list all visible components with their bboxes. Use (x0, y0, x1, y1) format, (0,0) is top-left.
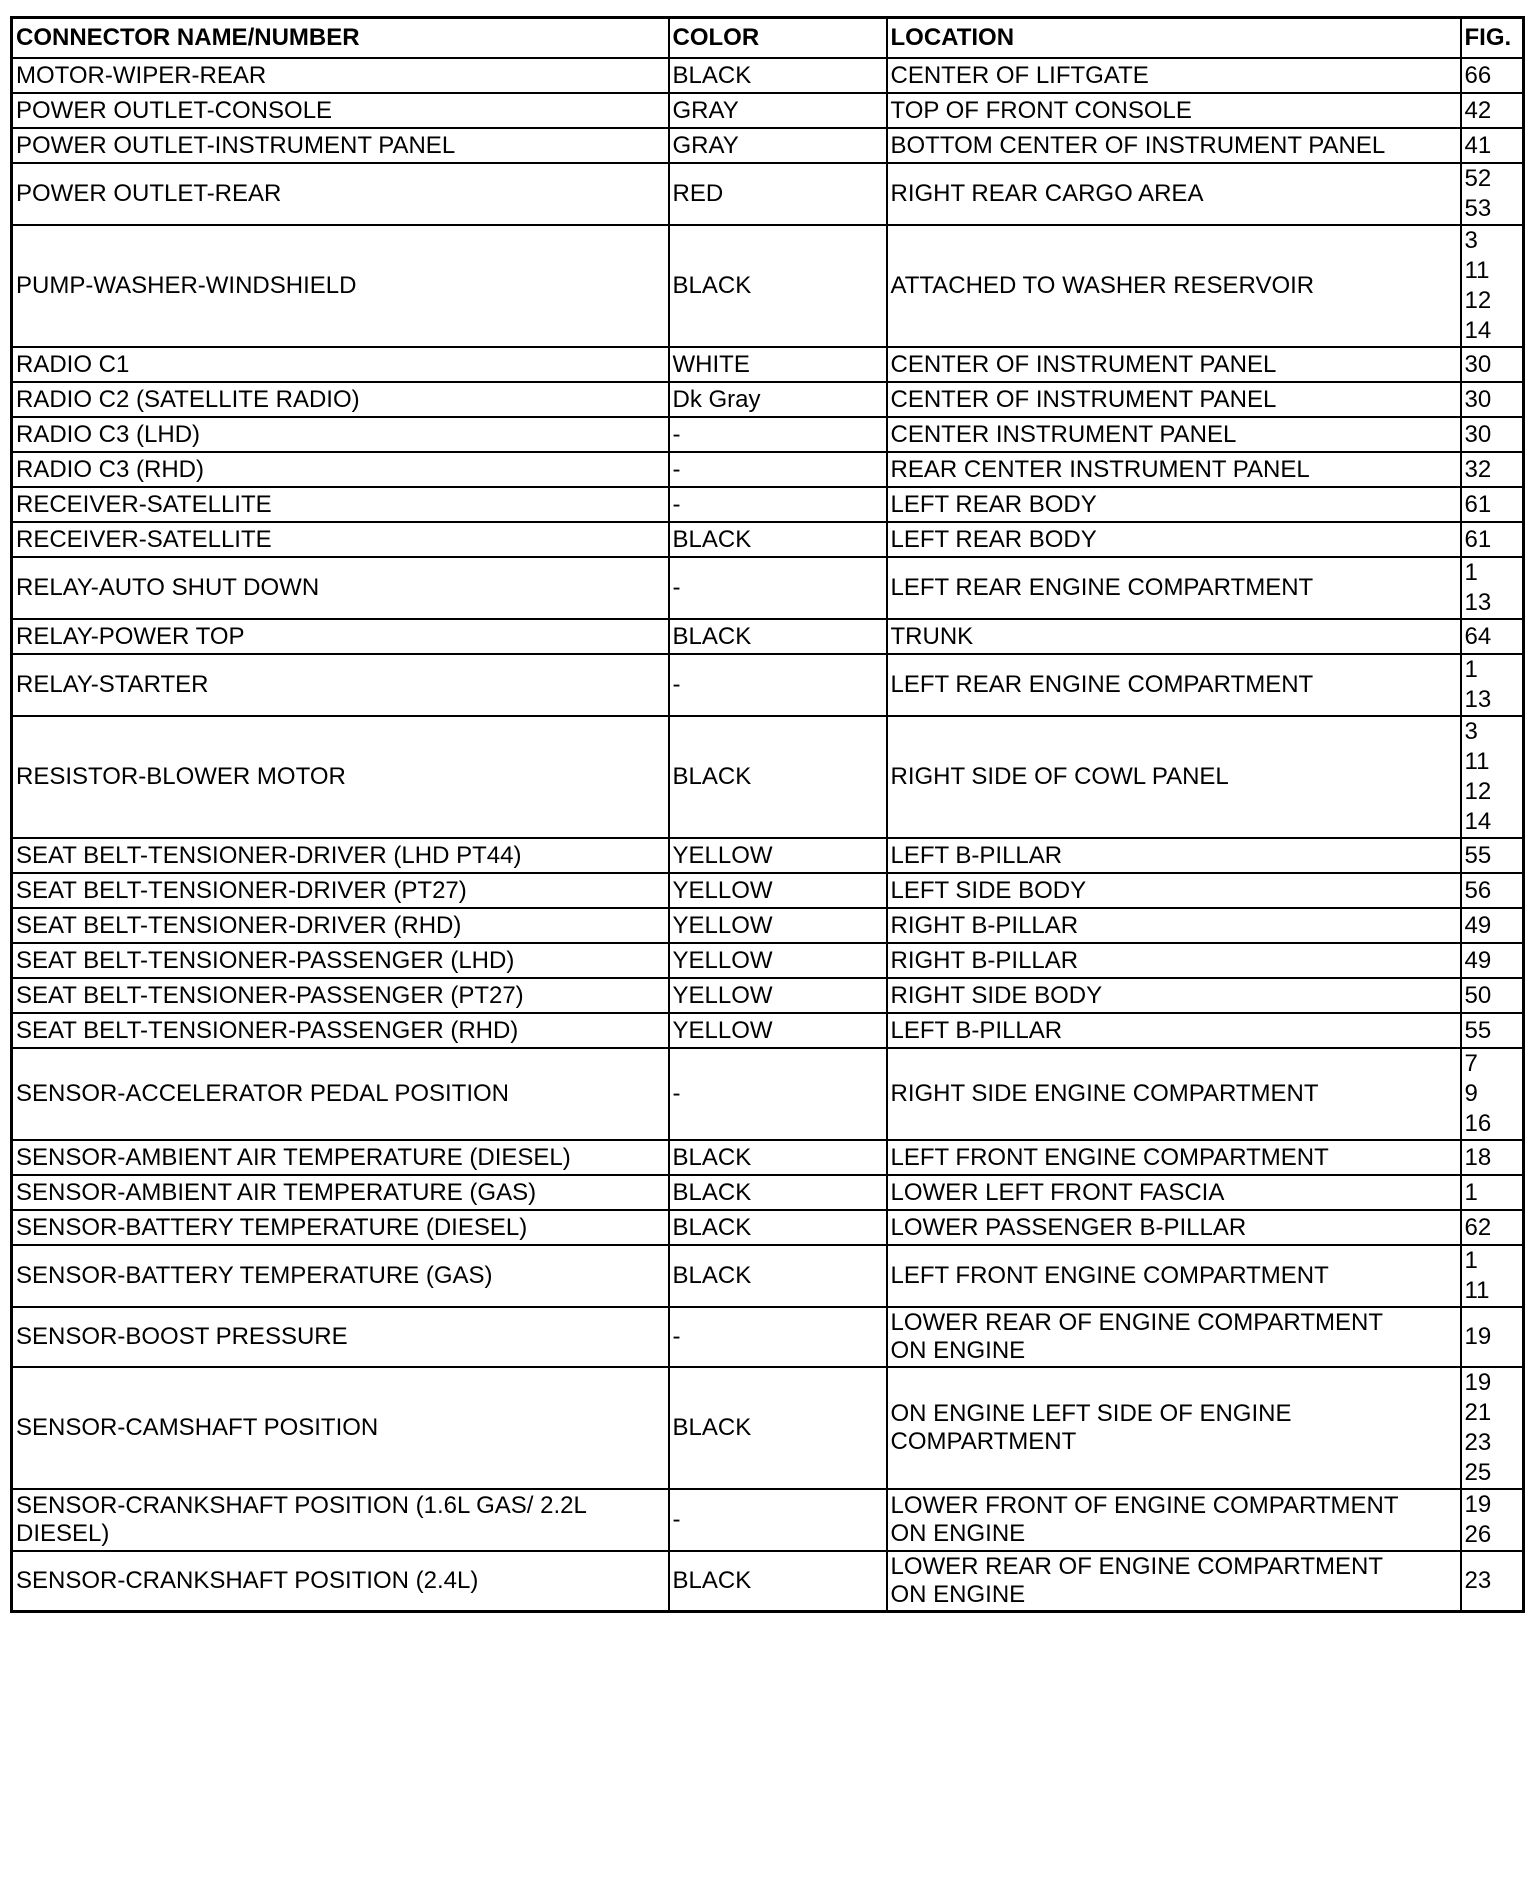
location-line: RIGHT B-PILLAR (890, 946, 1079, 974)
connector-fig-cell (1461, 93, 1524, 128)
connector-fig-cell (1461, 557, 1524, 619)
table-row (12, 163, 1524, 225)
connector-location-cell (887, 654, 1461, 716)
fig-number: 55 (1464, 841, 1492, 869)
connector-name-cell: RADIO C1 (12, 347, 669, 382)
table-row (12, 128, 1524, 163)
fig-number: 50 (1464, 981, 1492, 1009)
connector-fig-cell (1461, 873, 1524, 908)
table-row (12, 838, 1524, 873)
connector-fig-cell (1461, 1489, 1524, 1551)
connector-location-cell (887, 487, 1461, 522)
connector-location-cell (887, 128, 1461, 163)
location-line: ON ENGINE (890, 1520, 1026, 1547)
connector-fig-cell (1461, 943, 1524, 978)
location-line: LOWER REAR OF ENGINE COMPARTMENT (890, 1309, 1383, 1336)
table-row (12, 908, 1524, 943)
table-row (12, 1013, 1524, 1048)
fig-number: 23 (1464, 1429, 1492, 1456)
connector-fig-cell (1461, 225, 1524, 347)
connector-color-cell: - (669, 1489, 887, 1551)
table-row (12, 452, 1524, 487)
connector-location-cell (887, 382, 1461, 417)
header-location: LOCATION (887, 18, 1461, 59)
table-row (12, 1245, 1524, 1307)
connector-color-cell: GRAY (669, 128, 887, 163)
table-row (12, 487, 1524, 522)
connector-name-cell: SENSOR-BATTERY TEMPERATURE (GAS) (12, 1245, 669, 1307)
location-line: ON ENGINE LEFT SIDE OF ENGINE (890, 1400, 1292, 1427)
table-row (12, 873, 1524, 908)
connector-color-cell: BLACK (669, 1551, 887, 1611)
table-row (12, 382, 1524, 417)
connector-name-cell: SEAT BELT-TENSIONER-PASSENGER (PT27) (12, 978, 669, 1013)
connector-fig-cell (1461, 347, 1524, 382)
fig-number: 1 (1464, 656, 1478, 683)
connector-location-cell (887, 1489, 1461, 1551)
connector-color-cell: RED (669, 163, 887, 225)
connector-name-cell: RADIO C3 (LHD) (12, 417, 669, 452)
connector-color-cell: BLACK (669, 1140, 887, 1175)
connector-fig-cell (1461, 1210, 1524, 1245)
connector-table-sheet (10, 16, 1522, 1613)
connector-fig-cell (1461, 382, 1524, 417)
connector-color-cell: BLACK (669, 225, 887, 347)
connector-name-cell: POWER OUTLET-REAR (12, 163, 669, 225)
connector-location-cell (887, 838, 1461, 873)
location-line: COMPARTMENT (890, 1428, 1077, 1455)
connector-location-cell (887, 1140, 1461, 1175)
fig-number: 12 (1464, 778, 1492, 805)
connector-name-cell: RADIO C3 (RHD) (12, 452, 669, 487)
fig-number: 1 (1464, 1247, 1478, 1274)
connector-fig-cell (1461, 1175, 1524, 1210)
connector-fig-cell (1461, 417, 1524, 452)
connector-color-cell: WHITE (669, 347, 887, 382)
fig-number: 30 (1464, 420, 1492, 448)
connector-name-cell: SEAT BELT-TENSIONER-PASSENGER (LHD) (12, 943, 669, 978)
connector-color-cell: - (669, 417, 887, 452)
connector-location-cell (887, 1210, 1461, 1245)
fig-number: 13 (1464, 686, 1492, 713)
table-row (12, 225, 1524, 347)
fig-number: 49 (1464, 946, 1492, 974)
connector-color-cell: - (669, 1048, 887, 1140)
connector-name-cell: SENSOR-CRANKSHAFT POSITION (1.6L GAS/ 2.2L DIESEL) (12, 1489, 669, 1551)
header-fig: FIG. (1461, 18, 1524, 59)
connector-name-cell: SEAT BELT-TENSIONER-DRIVER (LHD PT44) (12, 838, 669, 873)
connector-name-cell: POWER OUTLET-INSTRUMENT PANEL (12, 128, 669, 163)
connector-fig-cell (1461, 654, 1524, 716)
connector-color-cell: YELLOW (669, 1013, 887, 1048)
fig-number: 1 (1464, 1178, 1478, 1206)
location-line: RIGHT SIDE ENGINE COMPARTMENT (890, 1080, 1319, 1107)
connector-fig-cell (1461, 978, 1524, 1013)
connector-name-cell: SENSOR-AMBIENT AIR TEMPERATURE (DIESEL) (12, 1140, 669, 1175)
connector-color-cell: - (669, 654, 887, 716)
connector-color-cell: BLACK (669, 1245, 887, 1307)
location-line: LEFT B-PILLAR (890, 1016, 1063, 1044)
table-row (12, 1175, 1524, 1210)
fig-number: 64 (1464, 622, 1492, 650)
fig-number: 11 (1464, 257, 1490, 284)
location-line: RIGHT REAR CARGO AREA (890, 180, 1204, 207)
connector-name-cell: SEAT BELT-TENSIONER-PASSENGER (RHD) (12, 1013, 669, 1048)
fig-number: 49 (1464, 911, 1492, 939)
location-line: LEFT FRONT ENGINE COMPARTMENT (890, 1143, 1329, 1171)
connector-location-cell (887, 557, 1461, 619)
table-row (12, 522, 1524, 557)
location-line: CENTER OF INSTRUMENT PANEL (890, 385, 1277, 413)
connector-location-cell (887, 1175, 1461, 1210)
connector-location-cell (887, 619, 1461, 654)
connector-color-cell: YELLOW (669, 978, 887, 1013)
connector-location-cell (887, 1245, 1461, 1307)
connector-name-cell: RELAY-POWER TOP (12, 619, 669, 654)
connector-color-cell: BLACK (669, 1367, 887, 1489)
location-line: REAR CENTER INSTRUMENT PANEL (890, 455, 1310, 483)
connector-fig-cell (1461, 716, 1524, 838)
fig-number: 23 (1464, 1566, 1492, 1594)
location-line: LOWER LEFT FRONT FASCIA (890, 1178, 1225, 1206)
fig-number: 61 (1464, 490, 1492, 518)
fig-number: 12 (1464, 287, 1492, 314)
connector-color-cell: YELLOW (669, 943, 887, 978)
location-line: LEFT REAR ENGINE COMPARTMENT (890, 671, 1314, 698)
connector-location-cell (887, 58, 1461, 93)
connector-location-cell (887, 347, 1461, 382)
fig-number: 18 (1464, 1143, 1492, 1171)
connector-name-cell: MOTOR-WIPER-REAR (12, 58, 669, 93)
table-row (12, 943, 1524, 978)
connector-location-cell (887, 93, 1461, 128)
location-line: LEFT REAR BODY (890, 490, 1097, 518)
connector-color-cell: BLACK (669, 522, 887, 557)
fig-number: 11 (1464, 1277, 1490, 1304)
connector-color-cell: BLACK (669, 619, 887, 654)
connector-color-cell: - (669, 487, 887, 522)
fig-number: 56 (1464, 876, 1492, 904)
connector-name-cell: PUMP-WASHER-WINDSHIELD (12, 225, 669, 347)
connector-fig-cell (1461, 1367, 1524, 1489)
connector-fig-cell (1461, 522, 1524, 557)
connector-location-cell (887, 452, 1461, 487)
location-line: RIGHT B-PILLAR (890, 911, 1079, 939)
connector-location-cell (887, 522, 1461, 557)
connector-fig-cell (1461, 452, 1524, 487)
connector-color-cell: YELLOW (669, 873, 887, 908)
fig-number: 32 (1464, 455, 1492, 483)
fig-number: 30 (1464, 350, 1492, 378)
fig-number: 13 (1464, 589, 1492, 616)
location-line: LOWER REAR OF ENGINE COMPARTMENT (890, 1552, 1383, 1580)
connector-location-cell (887, 716, 1461, 838)
connector-name-cell: SENSOR-BOOST PRESSURE (12, 1307, 669, 1367)
connector-location-cell (887, 978, 1461, 1013)
fig-number: 16 (1464, 1110, 1492, 1137)
fig-number: 3 (1464, 718, 1478, 745)
location-line: RIGHT SIDE OF COWL PANEL (890, 763, 1229, 790)
connector-name-cell: RELAY-AUTO SHUT DOWN (12, 557, 669, 619)
connector-name-cell: SENSOR-AMBIENT AIR TEMPERATURE (GAS) (12, 1175, 669, 1210)
table-row (12, 619, 1524, 654)
connector-color-cell: GRAY (669, 93, 887, 128)
connector-name-cell: POWER OUTLET-CONSOLE (12, 93, 669, 128)
connector-name-cell: RADIO C2 (SATELLITE RADIO) (12, 382, 669, 417)
fig-number: 1 (1464, 559, 1478, 586)
location-line: ON ENGINE (890, 1337, 1026, 1364)
connector-fig-cell (1461, 128, 1524, 163)
fig-number: 19 (1464, 1369, 1492, 1396)
connector-color-cell: BLACK (669, 716, 887, 838)
fig-number: 7 (1464, 1050, 1478, 1077)
location-line: LOWER FRONT OF ENGINE COMPARTMENT (890, 1492, 1399, 1519)
connector-color-cell: - (669, 1307, 887, 1367)
connector-color-cell: YELLOW (669, 838, 887, 873)
connector-color-cell: - (669, 557, 887, 619)
connector-table (10, 16, 1525, 1613)
location-line: BOTTOM CENTER OF INSTRUMENT PANEL (890, 131, 1386, 159)
table-row (12, 1367, 1524, 1489)
connector-color-cell: Dk Gray (669, 382, 887, 417)
location-line: CENTER OF LIFTGATE (890, 61, 1149, 89)
fig-number: 9 (1464, 1080, 1478, 1107)
connector-fig-cell (1461, 908, 1524, 943)
table-row (12, 347, 1524, 382)
connector-fig-cell (1461, 1307, 1524, 1367)
connector-fig-cell (1461, 1551, 1524, 1611)
location-line: RIGHT SIDE BODY (890, 981, 1103, 1009)
table-row (12, 1551, 1524, 1611)
connector-color-cell: YELLOW (669, 908, 887, 943)
connector-location-cell (887, 943, 1461, 978)
table-row (12, 1307, 1524, 1367)
connector-location-cell (887, 908, 1461, 943)
connector-name-cell: SEAT BELT-TENSIONER-DRIVER (PT27) (12, 873, 669, 908)
connector-color-cell: BLACK (669, 1175, 887, 1210)
connector-name-cell: RECEIVER-SATELLITE (12, 487, 669, 522)
fig-number: 55 (1464, 1016, 1492, 1044)
connector-location-cell (887, 1013, 1461, 1048)
connector-location-cell (887, 1367, 1461, 1489)
connector-location-cell (887, 1048, 1461, 1140)
connector-fig-cell (1461, 58, 1524, 93)
connector-location-cell (887, 1307, 1461, 1367)
fig-number: 53 (1464, 195, 1492, 222)
connector-color-cell: BLACK (669, 1210, 887, 1245)
header-connector-name: CONNECTOR NAME/NUMBER (12, 18, 669, 59)
connector-fig-cell (1461, 1013, 1524, 1048)
table-row (12, 1140, 1524, 1175)
fig-number: 19 (1464, 1323, 1492, 1350)
location-line: LEFT FRONT ENGINE COMPARTMENT (890, 1262, 1329, 1289)
table-header-row (12, 18, 1524, 59)
fig-number: 26 (1464, 1521, 1492, 1548)
location-line: LEFT REAR BODY (890, 525, 1097, 553)
connector-location-cell (887, 163, 1461, 225)
fig-number: 3 (1464, 227, 1478, 254)
connector-location-cell (887, 417, 1461, 452)
fig-number: 19 (1464, 1491, 1492, 1518)
location-line: LEFT REAR ENGINE COMPARTMENT (890, 574, 1314, 601)
table-row (12, 1489, 1524, 1551)
connector-fig-cell (1461, 163, 1524, 225)
fig-number: 30 (1464, 385, 1492, 413)
fig-number: 42 (1464, 96, 1492, 124)
fig-number: 14 (1464, 317, 1492, 344)
connector-fig-cell (1461, 487, 1524, 522)
location-line: TOP OF FRONT CONSOLE (890, 96, 1192, 124)
location-line: TRUNK (890, 622, 974, 650)
connector-fig-cell (1461, 838, 1524, 873)
fig-number: 62 (1464, 1213, 1492, 1241)
fig-number: 61 (1464, 525, 1492, 553)
connector-fig-cell (1461, 619, 1524, 654)
connector-fig-cell (1461, 1245, 1524, 1307)
location-line: LEFT B-PILLAR (890, 841, 1063, 869)
location-line: CENTER INSTRUMENT PANEL (890, 420, 1237, 448)
connector-name-cell: SENSOR-CRANKSHAFT POSITION (2.4L) (12, 1551, 669, 1611)
fig-number: 25 (1464, 1459, 1492, 1486)
connector-color-cell: - (669, 452, 887, 487)
connector-name-cell: SENSOR-CAMSHAFT POSITION (12, 1367, 669, 1489)
connector-name-cell: RESISTOR-BLOWER MOTOR (12, 716, 669, 838)
connector-name-cell: RECEIVER-SATELLITE (12, 522, 669, 557)
connector-name-cell: SEAT BELT-TENSIONER-DRIVER (RHD) (12, 908, 669, 943)
fig-number: 21 (1464, 1399, 1492, 1426)
table-row (12, 654, 1524, 716)
connector-color-cell: BLACK (669, 58, 887, 93)
location-line: LEFT SIDE BODY (890, 876, 1087, 904)
table-row (12, 93, 1524, 128)
connector-fig-cell (1461, 1140, 1524, 1175)
table-row (12, 1210, 1524, 1245)
fig-number: 14 (1464, 808, 1492, 835)
location-line: LOWER PASSENGER B-PILLAR (890, 1213, 1247, 1241)
table-row (12, 557, 1524, 619)
connector-name-cell: RELAY-STARTER (12, 654, 669, 716)
connector-location-cell (887, 873, 1461, 908)
table-row (12, 716, 1524, 838)
connector-fig-cell (1461, 1048, 1524, 1140)
connector-location-cell (887, 1551, 1461, 1611)
table-row (12, 1048, 1524, 1140)
fig-number: 11 (1464, 748, 1490, 775)
connector-name-cell: SENSOR-BATTERY TEMPERATURE (DIESEL) (12, 1210, 669, 1245)
fig-number: 66 (1464, 61, 1492, 89)
location-line: ATTACHED TO WASHER RESERVOIR (890, 272, 1315, 299)
table-row (12, 58, 1524, 93)
connector-name-cell: SENSOR-ACCELERATOR PEDAL POSITION (12, 1048, 669, 1140)
header-color: COLOR (669, 18, 887, 59)
table-body (12, 58, 1524, 1611)
table-row (12, 417, 1524, 452)
table-row (12, 978, 1524, 1013)
fig-number: 52 (1464, 165, 1492, 192)
location-line: ON ENGINE (890, 1580, 1026, 1608)
fig-number: 41 (1464, 131, 1492, 159)
connector-location-cell (887, 225, 1461, 347)
location-line: CENTER OF INSTRUMENT PANEL (890, 350, 1277, 378)
